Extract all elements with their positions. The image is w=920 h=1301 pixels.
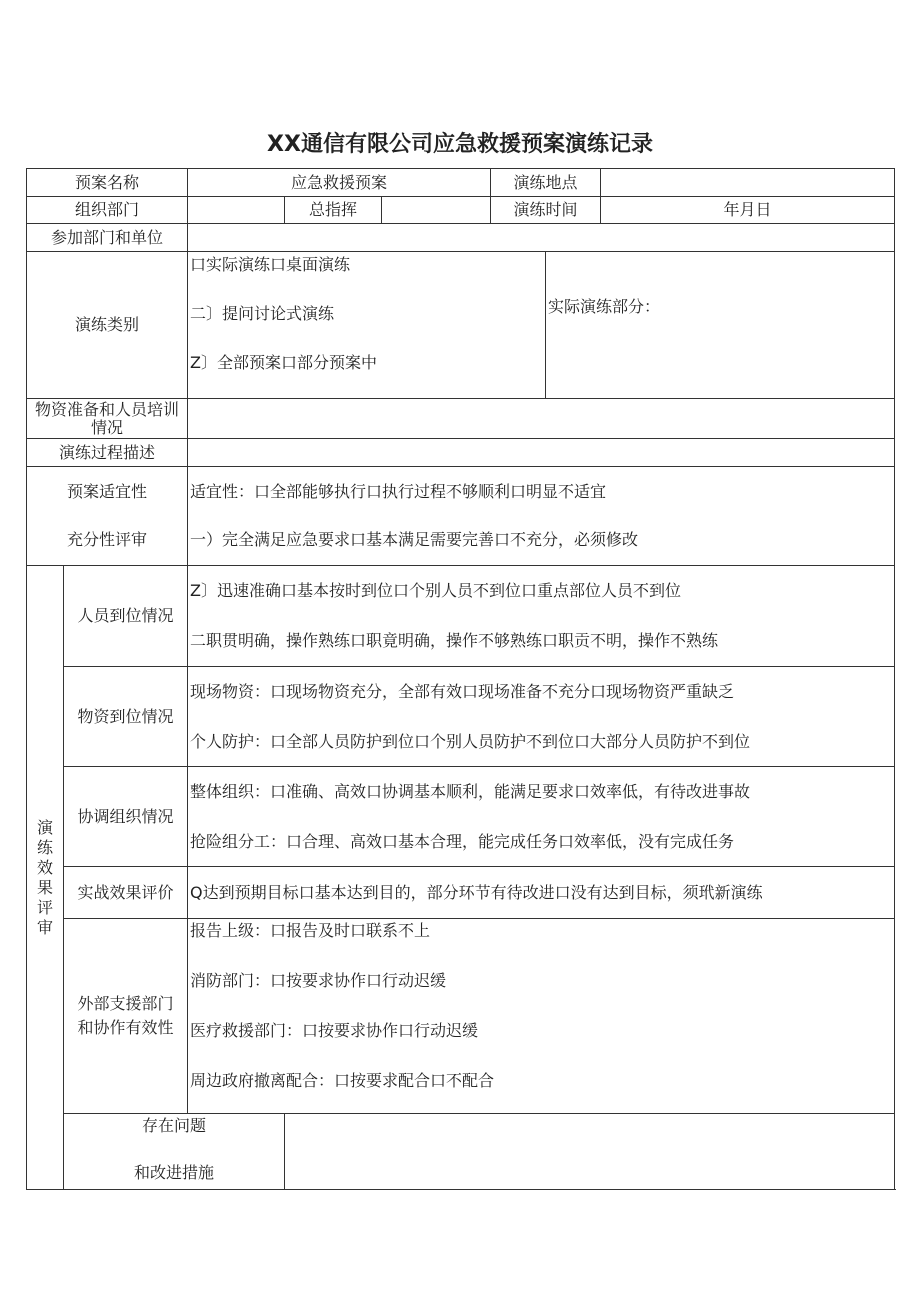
staff-arrival-label: 人员到位情况 [64,566,188,667]
external-support-line-3[interactable]: 医疗救援部门：口按要求协作口行动迟缓 [190,1021,479,1040]
effect-eval-label: 演 练 效 果 评 审 [27,566,64,1190]
drill-type-label: 演练类别 [27,252,188,399]
org-dept-label: 组织部门 [27,197,188,224]
coordination-options[interactable] [188,767,895,867]
material-arrival-line-2[interactable]: 个人防护：口全部人员防护到位口个别人员防护不到位口大部分人员防护不到位 [190,731,751,751]
drill-time-label: 演练时间 [491,197,601,224]
issues-label-1: 存在问题 [142,1116,207,1135]
document-title: XX通信有限公司应急救援预案演练记录 [267,132,653,157]
drill-type-line-1[interactable]: 口实际演练口桌面演练 [190,255,351,274]
commander-label: 总指挥 [285,197,382,224]
drill-type-options[interactable] [188,252,546,399]
coordination-line-2[interactable]: 抢险组分工：口合理、高效口基本合理，能完成任务口效率低，没有完成任务 [190,831,735,851]
suitability-options[interactable] [188,467,895,566]
process-desc-value[interactable] [188,439,895,467]
participants-value[interactable] [188,224,895,252]
process-desc-label: 演练过程描述 [27,439,188,467]
material-arrival-label: 物资到位情况 [64,667,188,767]
suitability-label [27,467,188,566]
location-value[interactable] [601,169,895,197]
drill-time-value[interactable]: 年月日 [601,197,895,224]
materials-training-label: 物资准备和人员培训情况 [27,399,188,439]
issues-label [64,1114,285,1190]
external-support-line-1[interactable]: 报告上级：口报告及时口联系不上 [190,921,431,940]
material-arrival-options[interactable] [188,667,895,767]
staff-arrival-options[interactable] [188,566,895,667]
drill-type-line-2[interactable]: 二〕提问讨论式演练 [190,304,335,323]
external-support-label-2: 和协作有效性 [77,1018,174,1037]
plan-name-label: 预案名称 [27,169,188,197]
plan-name-value[interactable]: 应急救援预案 [188,169,491,197]
coordination-line-1[interactable]: 整体组织：口准确、高效口协调基本顺利，能满足要求口效率低，有待改进事故 [190,781,751,801]
staff-arrival-line-2[interactable]: 二职贯明确，操作熟练口职竟明确，操作不够熟练口职贡不明，操作不熟练 [190,631,719,650]
suitability-label-1: 预案适宜性 [67,482,148,501]
coordination-label: 协调组织情况 [64,767,188,867]
external-support-line-2[interactable]: 消防部门：口按要求协作口行动迟缓 [190,971,447,990]
suitability-line-1[interactable]: 适宜性：口全部能够执行口执行过程不够顺利口明显不适宜 [190,482,607,501]
external-support-options[interactable] [188,919,895,1114]
external-support-line-4[interactable]: 周边政府撤离配合：口按要求配合口不配合 [190,1071,495,1090]
issues-label-2: 和改进措施 [134,1163,215,1182]
drill-type-line-3[interactable]: Z〕全部预案口部分预案中 [190,353,377,372]
issues-value[interactable] [285,1114,895,1190]
drill-record-table [26,168,895,1190]
external-support-label [64,919,188,1114]
commander-value[interactable] [382,197,491,224]
material-arrival-line-1[interactable]: 现场物资：口现场物资充分，全部有效口现场准备不充分口现场物资严重缺乏 [190,681,735,701]
materials-training-value[interactable] [188,399,895,439]
staff-arrival-line-1[interactable]: Z〕迅速准确口基本按时到位口个别人员不到位口重点部位人员不到位 [190,581,681,600]
combat-eval-label: 实战效果评价 [64,867,188,919]
suitability-label-2: 充分性评审 [67,530,148,549]
external-support-label-1: 外部支援部门 [77,994,174,1013]
suitability-line-2[interactable]: 一）完全满足应急要求口基本满足需要完善口不充分，必须修改 [190,530,639,549]
combat-eval-options[interactable]: Q达到预期目标口基本达到目的，部分环节有待改进口没有达到目标，须玳新演练 [188,867,895,919]
actual-drill-part[interactable]: 实际演练部分： [546,252,895,399]
location-label: 演练地点 [491,169,601,197]
participants-label: 参加部门和单位 [27,224,188,252]
org-dept-value[interactable] [188,197,285,224]
